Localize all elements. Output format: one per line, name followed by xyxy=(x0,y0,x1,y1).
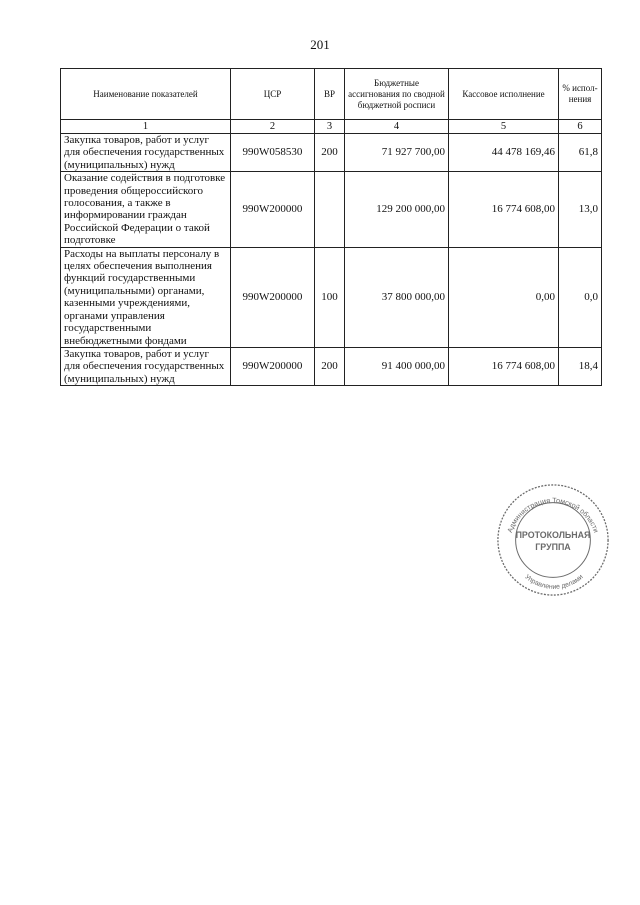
row-name: Расходы на выплаты персоналу в целях обеспечения выполнения функций государственными (муниципальными) органами, казенными учреждениями, органами управления государственными внебюджетными фондами xyxy=(61,247,231,347)
row-name: Закупка товаров, работ и услуг для обеспечения государственных (муниципальных) нужд xyxy=(61,347,231,385)
row-executed: 16 774 608,00 xyxy=(449,172,559,247)
stamp-bottom-text: Управление делами xyxy=(523,573,585,591)
stamp-line-2: ГРУППА xyxy=(535,541,571,552)
row-assigned: 129 200 000,00 xyxy=(345,172,449,247)
table-row xyxy=(61,172,602,247)
row-vr: 200 xyxy=(315,134,345,172)
table-row xyxy=(61,347,602,385)
row-vr: 200 xyxy=(315,347,345,385)
row-executed: 44 478 169,46 xyxy=(449,134,559,172)
row-name: Закупка товаров, работ и услуг для обеспечения государственных (муниципальных) нужд xyxy=(61,134,231,172)
budget-execution-table xyxy=(60,68,602,386)
row-assigned: 91 400 000,00 xyxy=(345,347,449,385)
column-number: 3 xyxy=(315,120,345,134)
column-number: 1 xyxy=(61,120,231,134)
header-csr: ЦСР xyxy=(231,69,315,120)
official-stamp xyxy=(494,481,612,599)
header-budget-assignments: Бюджетные ассигнования по сводной бюджетной росписи xyxy=(345,69,449,120)
row-percent: 0,0 xyxy=(559,247,602,347)
table-row xyxy=(61,247,602,347)
row-percent: 61,8 xyxy=(559,134,602,172)
header-cash-execution: Кассовое исполнение xyxy=(449,69,559,120)
row-executed: 0,00 xyxy=(449,247,559,347)
header-vr: ВР xyxy=(315,69,345,120)
row-vr xyxy=(315,172,345,247)
row-vr: 100 xyxy=(315,247,345,347)
row-csr: 990W200000 xyxy=(231,247,315,347)
header-execution-percent: % испол-нения xyxy=(559,69,602,120)
column-number: 5 xyxy=(449,120,559,134)
column-number: 4 xyxy=(345,120,449,134)
table-row xyxy=(61,134,602,172)
row-executed: 16 774 608,00 xyxy=(449,347,559,385)
row-csr: 990W200000 xyxy=(231,347,315,385)
column-number: 6 xyxy=(559,120,602,134)
row-csr: 990W058530 xyxy=(231,134,315,172)
stamp-outer-text: Администрация Томской области xyxy=(505,496,601,534)
row-assigned: 37 800 000,00 xyxy=(345,247,449,347)
header-indicator-name: Наименование показателей xyxy=(61,69,231,120)
row-csr: 990W200000 xyxy=(231,172,315,247)
stamp-line-1: ПРОТОКОЛЬНАЯ xyxy=(515,530,591,541)
row-percent: 13,0 xyxy=(559,172,602,247)
row-name: Оказание содействия в подготовке проведения общероссийского голосования, а также в информировании граждан Российской Федерации о такой подготовке xyxy=(61,172,231,247)
page-number: 201 xyxy=(310,37,330,52)
row-percent: 18,4 xyxy=(559,347,602,385)
row-assigned: 71 927 700,00 xyxy=(345,134,449,172)
column-number: 2 xyxy=(231,120,315,134)
